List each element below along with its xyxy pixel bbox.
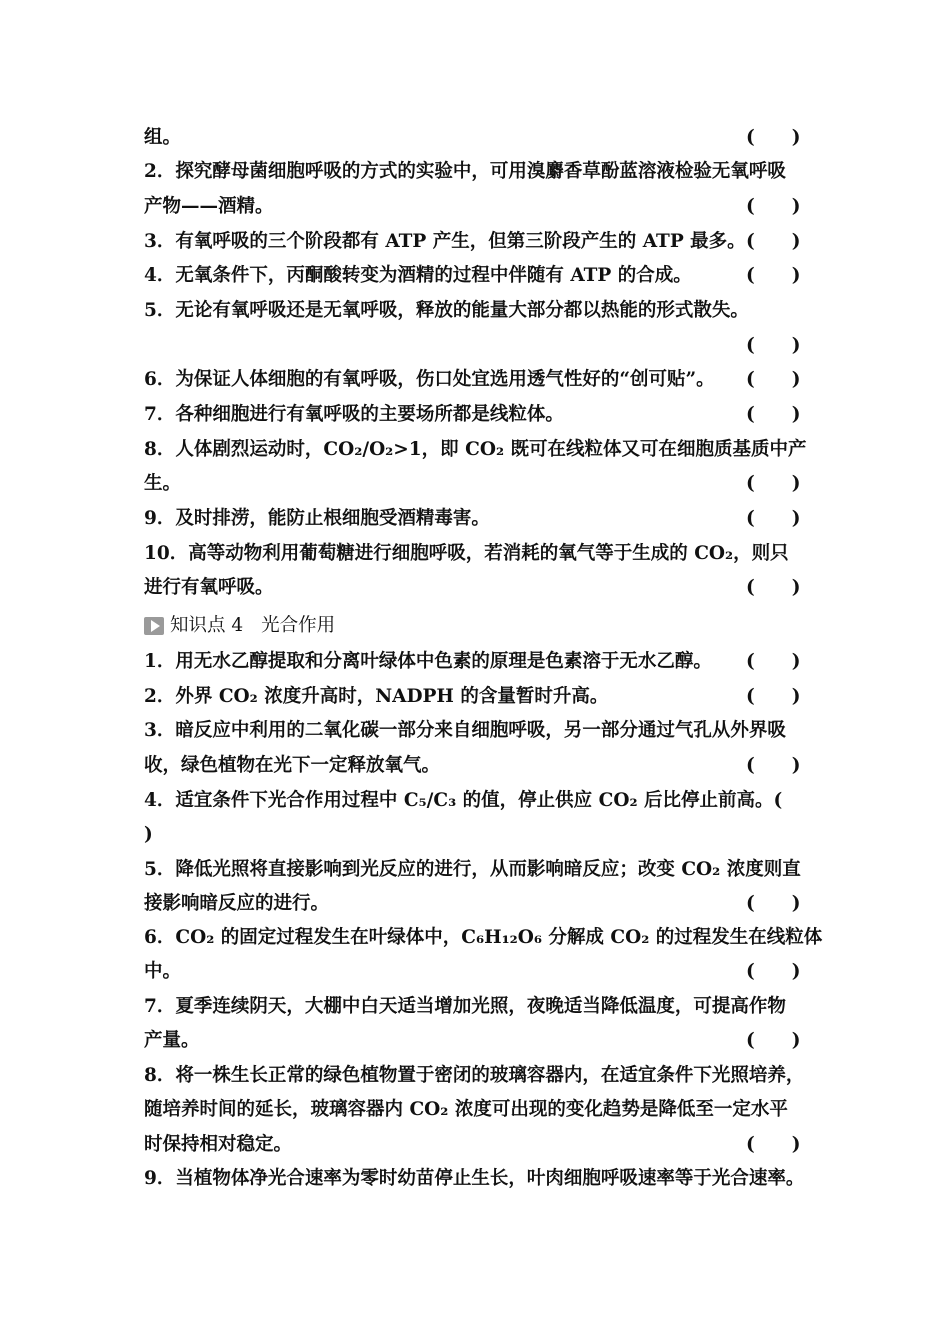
answer-blank: ( ) bbox=[746, 577, 801, 598]
answer-blank: ( ) bbox=[746, 404, 801, 425]
answer-blank: ( ) bbox=[746, 893, 801, 914]
section-title: 光合作用 bbox=[261, 615, 336, 636]
text-line: 4．适宜条件下光合作用过程中 C₅/C₃ 的值，停止供应 CO₂ 后比停止前高。( bbox=[144, 790, 783, 811]
answer-blank: ( ) bbox=[746, 1030, 801, 1051]
answer-blank: ( ) bbox=[746, 961, 801, 982]
text-line: 9．及时排涝，能防止根细胞受酒精毒害。 bbox=[144, 508, 490, 529]
text-line: 1．用无水乙醇提取和分离叶绿体中色素的原理是色素溶于无水乙醇。 bbox=[144, 651, 712, 672]
text-line: 8．人体剧烈运动时，CO₂/O₂>1，即 CO₂ 既可在线粒体又可在细胞质基质中产 bbox=[144, 439, 807, 460]
text-line: 4．无氧条件下，丙酮酸转变为酒精的过程中伴随有 ATP 的合成。 bbox=[144, 265, 692, 286]
text-line: 生。 bbox=[144, 473, 182, 494]
text-line: 组。 bbox=[144, 127, 182, 148]
section-label: 知识点 4 bbox=[170, 615, 244, 636]
answer-blank: ( ) bbox=[746, 369, 801, 390]
text-line: 7．夏季连续阴天，大棚中白天适当增加光照，夜晚适当降低温度，可提高作物 bbox=[144, 996, 786, 1017]
answer-blank: ( ) bbox=[746, 755, 801, 776]
answer-blank: ( ) bbox=[746, 686, 801, 707]
play-icon bbox=[144, 617, 164, 635]
text-line: 5．降低光照将直接影响到光反应的进行，从而影响暗反应；改变 CO₂ 浓度则直 bbox=[144, 859, 801, 880]
text-line: 中。 bbox=[144, 961, 182, 982]
text-line: 6．CO₂ 的固定过程发生在叶绿体中，C₆H₁₂O₆ 分解成 CO₂ 的过程发生在线粒体 bbox=[144, 927, 823, 948]
text-line: 8．将一株生长正常的绿色植物置于密闭的玻璃容器内，在适宜条件下光照培养， bbox=[144, 1065, 805, 1086]
answer-blank: ( ) bbox=[746, 651, 801, 672]
text-line: 时保持相对稳定。 bbox=[144, 1134, 293, 1155]
text-line: 收，绿色植物在光下一定释放氧气。 bbox=[144, 755, 441, 776]
answer-blank: ( ) bbox=[746, 508, 801, 529]
text-line: 3．暗反应中利用的二氧化碳一部分来自细胞呼吸，另一部分通过气孔从外界吸 bbox=[144, 720, 786, 741]
text-line: 10．高等动物利用葡萄糖进行细胞呼吸，若消耗的氧气等于生成的 CO₂，则只 bbox=[144, 543, 789, 564]
text-line: 5．无论有氧呼吸还是无氧呼吸，释放的能量大部分都以热能的形式散失。 bbox=[144, 300, 749, 321]
text-line: 进行有氧呼吸。 bbox=[144, 577, 274, 598]
text-line: 产物——酒精。 bbox=[144, 196, 274, 217]
answer-blank: ( ) bbox=[746, 196, 801, 217]
text-line: 9．当植物体净光合速率为零时幼苗停止生长，叶肉细胞呼吸速率等于光合速率。 bbox=[144, 1168, 805, 1189]
answer-blank: ( ) bbox=[746, 335, 801, 356]
answer-blank: ( ) bbox=[746, 231, 801, 252]
text-line: 随培养时间的延长，玻璃容器内 CO₂ 浓度可出现的变化趋势是降低至一定水平 bbox=[144, 1099, 788, 1120]
answer-blank: ( ) bbox=[746, 127, 801, 148]
text-line: ) bbox=[144, 824, 153, 845]
text-line: 2．外界 CO₂ 浓度升高时，NADPH 的含量暂时升高。 bbox=[144, 686, 609, 707]
answer-blank: ( ) bbox=[746, 265, 801, 286]
answer-blank: ( ) bbox=[746, 473, 801, 494]
text-line: 7．各种细胞进行有氧呼吸的主要场所都是线粒体。 bbox=[144, 404, 564, 425]
text-line: 产量。 bbox=[144, 1030, 200, 1051]
text-line: 接影响暗反应的进行。 bbox=[144, 893, 330, 914]
answer-blank: ( ) bbox=[746, 1134, 801, 1155]
text-line: 3．有氧呼吸的三个阶段都有 ATP 产生，但第三阶段产生的 ATP 最多。 bbox=[144, 231, 746, 252]
section-heading bbox=[144, 614, 335, 638]
text-line: 6．为保证人体细胞的有氧呼吸，伤口处宜选用透气性好的“创可贴”。 bbox=[144, 369, 715, 390]
text-line: 2．探究酵母菌细胞呼吸的方式的实验中，可用溴麝香草酚蓝溶液检验无氧呼吸 bbox=[144, 161, 786, 182]
